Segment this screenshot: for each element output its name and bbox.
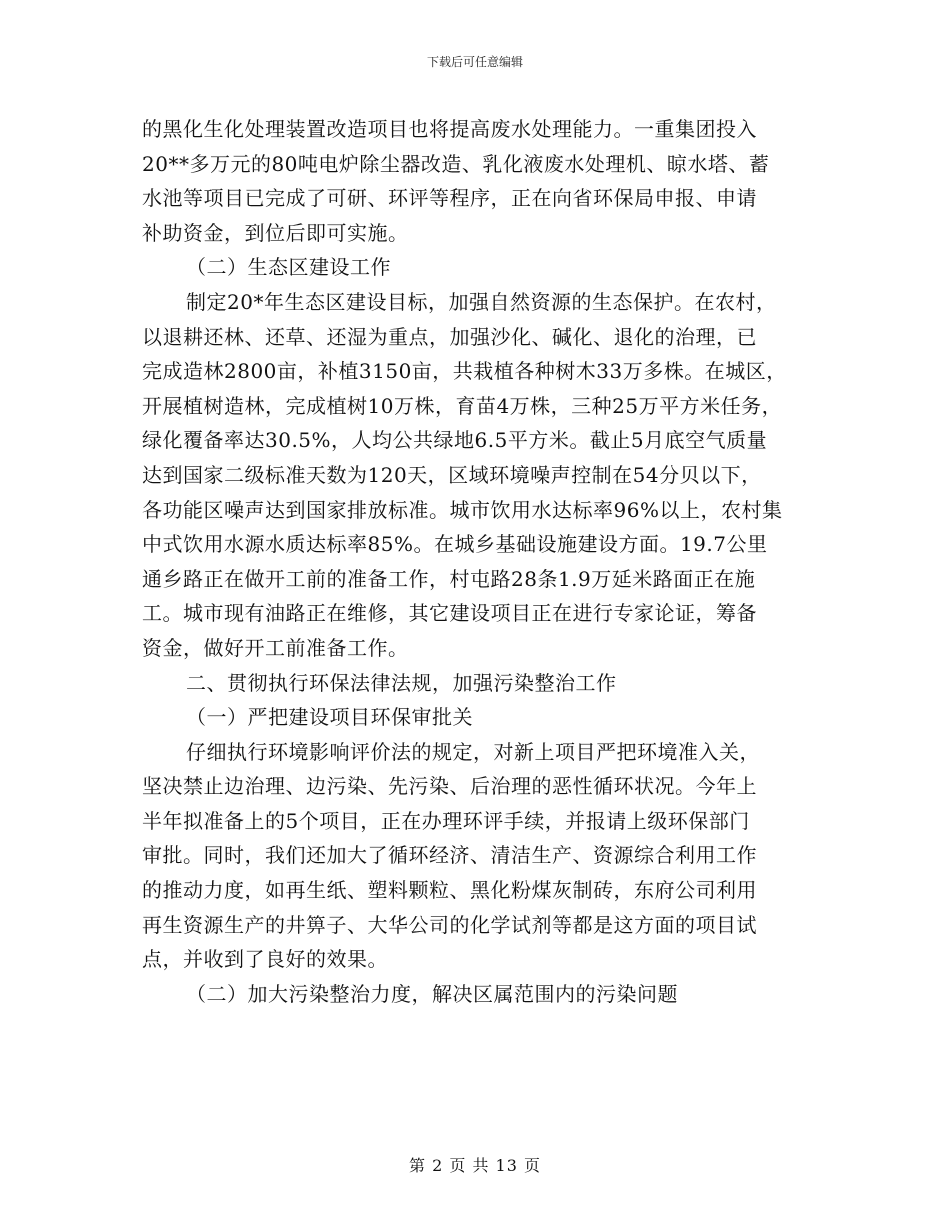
section-heading: （二）生态区建设工作	[186, 255, 391, 280]
text-line: 开展植树造林，完成植树10万株，育苗4万株，三种25万平方米任务，	[142, 393, 783, 418]
text-line: 绿化覆备率达30.5%，人均公共绿地6.5平方米。截止5月底空气质量	[142, 428, 768, 453]
text-line: 中式饮用水源水质达标率85%。在城乡基础设施建设方面。19.7公里	[142, 532, 768, 557]
document-body	[142, 112, 842, 1011]
text-line: 制定20*年生态区建设目标，加强自然资源的生态保护。在农村，	[186, 289, 777, 314]
text-line: 各功能区噪声达到国家排放标准。城市饮用水达标率96%以上，农村集	[142, 497, 783, 522]
text-line: 坚决禁止边治理、边污染、先污染、后治理的恶性循环状况。今年上	[142, 774, 757, 799]
page-header-note: 下载后可任意编辑	[426, 55, 523, 69]
subsection-heading: （二）加大污染整治力度，解决区属范围内的污染问题	[186, 981, 678, 1006]
page-number: 第 2 页 共 13 页	[409, 1156, 541, 1175]
text-line: 仔细执行环境影响评价法的规定，对新上项目严把环境准入关，	[186, 739, 760, 764]
text-line: 半年拟准备上的5个项目，正在办理环评手续，并报请上级环保部门	[142, 808, 750, 833]
text-line: 补助资金，到位后即可实施。	[142, 220, 409, 245]
text-line: 工。城市现有油路正在维修，其它建设项目正在进行专家论证，筹备	[142, 601, 757, 626]
text-line: 的黑化生化处理装置改造项目也将提高废水处理能力。一重集团投入	[142, 117, 757, 141]
text-line: 审批。同时，我们还加大了循环经济、清洁生产、资源综合利用工作	[142, 843, 757, 868]
text-line: 点，并收到了良好的效果。	[142, 947, 388, 972]
text-line: 通乡路正在做开工前的准备工作，村屯路28条1.9万延米路面正在施	[142, 566, 756, 591]
subsection-heading: （一）严把建设项目环保审批关	[186, 705, 473, 730]
text-line: 资金，做好开工前准备工作。	[142, 635, 409, 660]
text-line: 以退耕还林、还草、还湿为重点，加强沙化、碱化、退化的治理，已	[142, 324, 757, 349]
text-line: 完成造林2800亩，补植3150亩，共栽植各种树木33万多株。在城区，	[142, 359, 787, 384]
text-line: 再生资源生产的井箅子、大华公司的化学试剂等都是这方面的项目试	[142, 912, 757, 937]
text-line: 水池等项目已完成了可研、环评等程序，正在向省环保局申报、申请	[142, 186, 757, 211]
section-heading: 二、贯彻执行环保法律法规，加强污染整治工作	[186, 670, 617, 695]
text-line: 的推动力度，如再生纸、塑料颗粒、黑化粉煤灰制砖，东府公司利用	[142, 878, 757, 903]
text-line: 20**多万元的80吨电炉除尘器改造、乳化液废水处理机、晾水塔、蓄	[142, 151, 770, 176]
text-line: 达到国家二级标准天数为120天，区域环境噪声控制在54分贝以下，	[142, 462, 762, 487]
